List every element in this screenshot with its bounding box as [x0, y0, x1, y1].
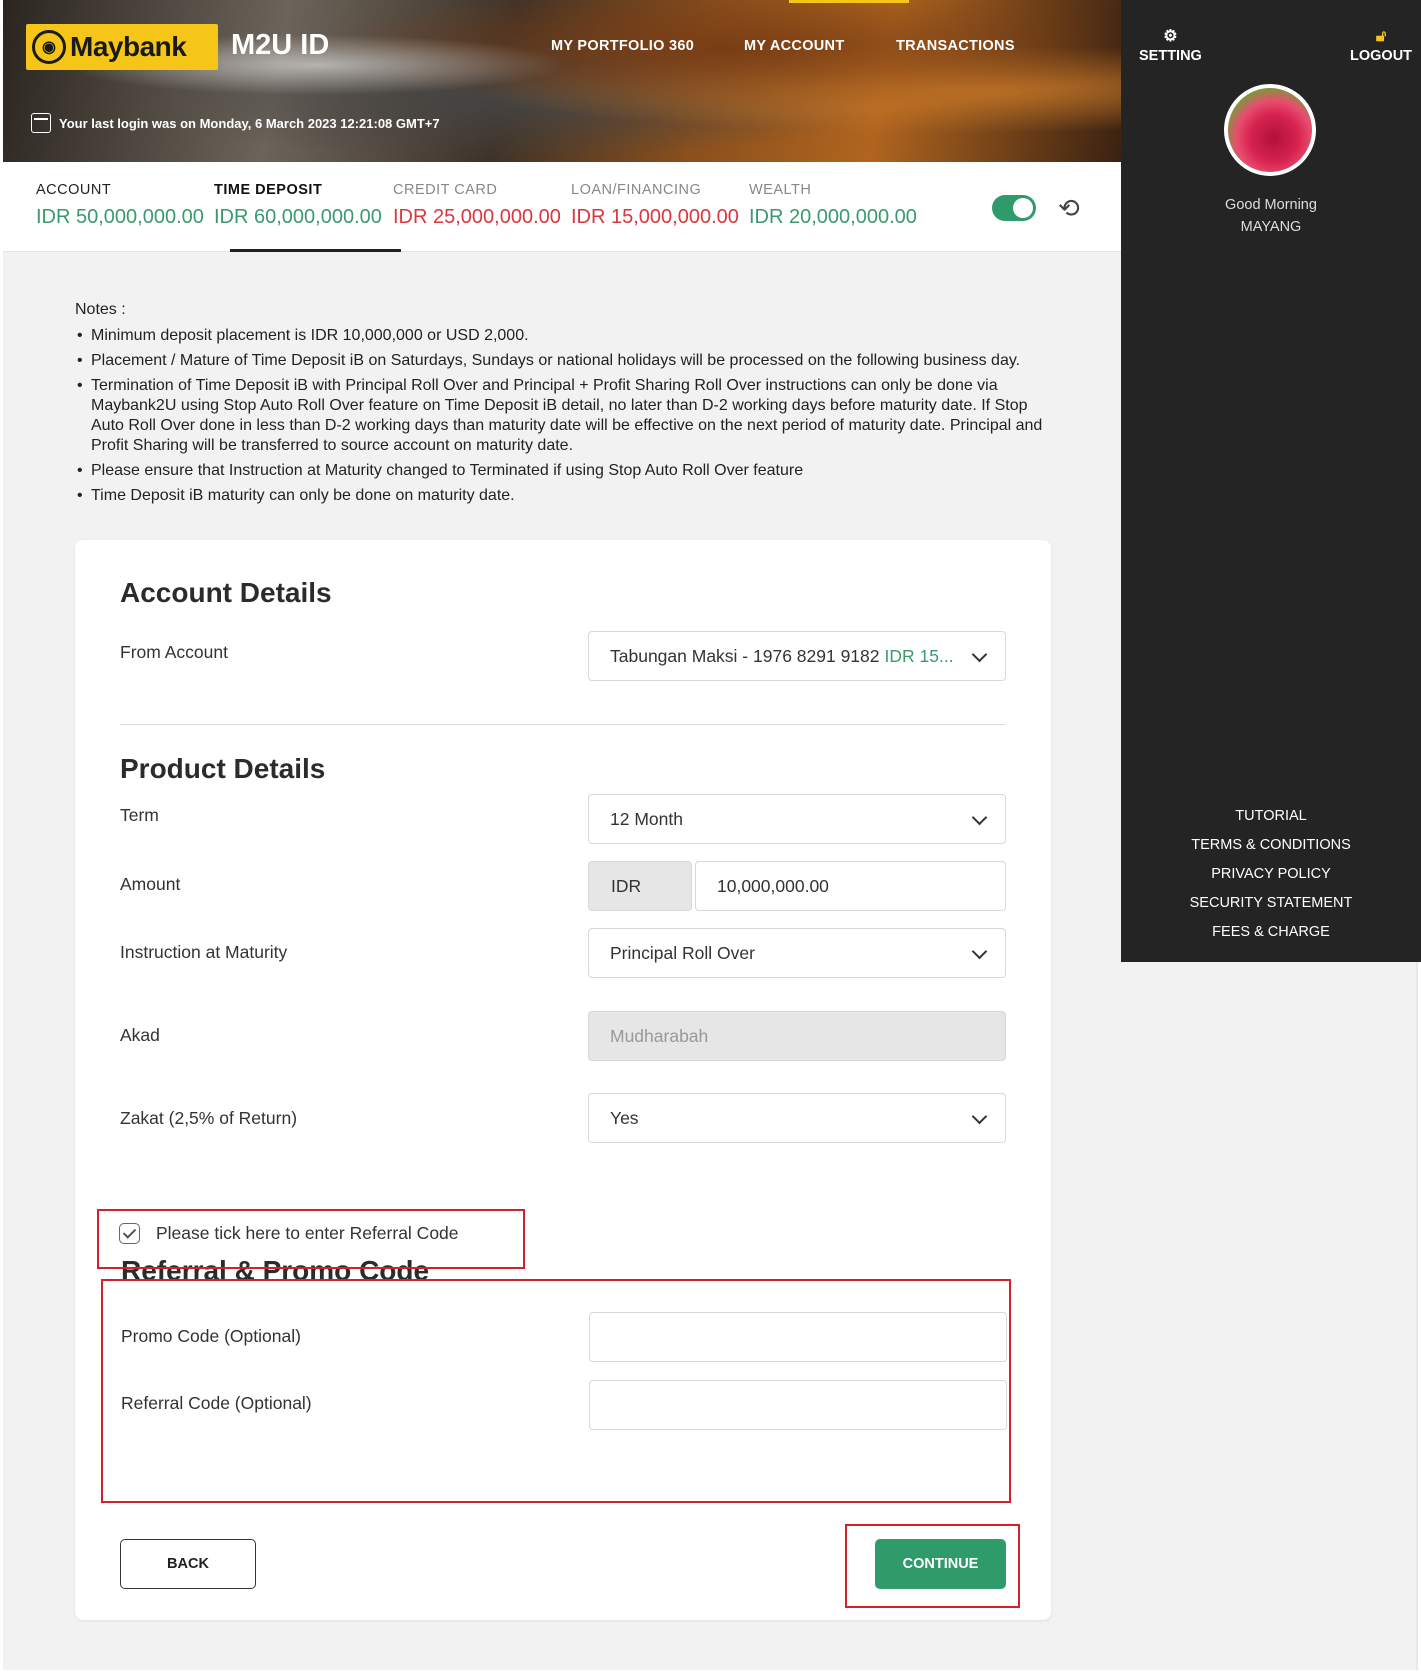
referral-promo-title: Referral & Promo Code [121, 1255, 430, 1286]
tab-label: CREDIT CARD [393, 182, 498, 198]
tab-amount: IDR 20,000,000.00 [749, 206, 917, 228]
notes-title: Notes : [75, 301, 126, 318]
chevron-down-icon [972, 810, 988, 826]
zakat-select[interactable] [588, 1093, 1006, 1143]
from-account-select[interactable] [588, 631, 1006, 681]
tab-label: ACCOUNT [36, 182, 112, 198]
footer-links [1121, 802, 1421, 947]
tiger-logo-icon: ◉ [32, 30, 66, 64]
back-button[interactable]: BACK [120, 1539, 256, 1589]
tab-wealth[interactable] [749, 182, 917, 229]
tab-label: TIME DEPOSIT [214, 182, 323, 198]
tutorial-link[interactable]: TUTORIAL [1235, 808, 1307, 824]
terms-conditions-link[interactable]: TERMS & CONDITIONS [1191, 837, 1351, 853]
tab-loan-financing[interactable] [571, 182, 739, 229]
user-name: MAYANG [1240, 219, 1302, 235]
akad-value: Mudharabah [610, 1025, 709, 1046]
active-nav-indicator [789, 0, 909, 3]
referral-checkbox-label: Please tick here to enter Referral Code [156, 1223, 459, 1243]
logout-button[interactable] [1350, 28, 1412, 64]
chevron-down-icon [972, 944, 988, 960]
checkbox-highlight-box [97, 1209, 525, 1269]
privacy-policy-link[interactable]: PRIVACY POLICY [1211, 866, 1331, 882]
calendar-icon [31, 113, 51, 133]
tab-amount: IDR 50,000,000.00 [36, 206, 204, 228]
refresh-icon[interactable]: ⟲ [1058, 193, 1080, 223]
tab-label: LOAN/FINANCING [571, 182, 702, 198]
continue-button[interactable]: CONTINUE [875, 1539, 1006, 1589]
from-account-value: Tabungan Maksi - 1976 8291 9182 [610, 645, 880, 666]
term-select[interactable] [588, 794, 1006, 844]
tab-credit-card[interactable] [393, 182, 561, 229]
note-item: • Please ensure that Instruction at Maturity changed to Terminated if using Stop Auto Roll Over feature [75, 461, 1055, 481]
zakat-label: Zakat (2,5% of Return) [120, 1108, 298, 1128]
akad-label: Akad [120, 1025, 160, 1045]
amount-currency: IDR [588, 861, 692, 911]
last-login-info [31, 113, 440, 133]
referral-section-highlight-box [101, 1279, 1011, 1503]
section-divider [120, 724, 1006, 725]
instruction-label: Instruction at Maturity [120, 942, 288, 962]
note-item: • Time Deposit iB maturity can only be done on maturity date. [75, 486, 1055, 506]
header-banner [3, 0, 1121, 162]
account-details-title: Account Details [120, 577, 332, 608]
notes-list [75, 326, 1055, 506]
maybank-logo[interactable] [26, 24, 218, 70]
tab-amount: IDR 25,000,000.00 [393, 206, 561, 228]
tab-label: WEALTH [749, 182, 812, 198]
note-item: • Placement / Mature of Time Deposit iB on Saturdays, Sundays or national holidays will be processed on the following business day. [75, 351, 1055, 371]
user-side-panel [1121, 0, 1421, 962]
term-value: 12 Month [610, 808, 683, 829]
akad-field [588, 1011, 1006, 1061]
nav-transactions[interactable]: TRANSACTIONS [896, 38, 1015, 54]
note-item: • Termination of Time Deposit iB with Principal Roll Over and Principal + Profit Sharing Roll Over instructions can only be done via Maybank2U using Stop Auto Roll Over feature on Time Deposit iB detail, no later than D-2 working days before maturity date. If Stop Auto Roll Over done in less than D-2 working days than maturity date will be effective on the next period of maturity date. Principal and Profit Sharing will be transferred to source account on maturity date. [75, 376, 1055, 456]
instruction-value: Principal Roll Over [610, 942, 755, 963]
promo-code-label: Promo Code (Optional) [121, 1326, 301, 1346]
app-title: M2U ID [231, 29, 330, 61]
term-label: Term [120, 805, 159, 825]
amount-input[interactable] [695, 861, 1006, 911]
lock-icon: 🔓︎ [1375, 28, 1387, 45]
tab-amount: IDR 15,000,000.00 [571, 206, 739, 228]
amount-label: Amount [120, 874, 181, 894]
tab-time-deposit[interactable] [214, 182, 382, 229]
from-account-balance: IDR 15... [884, 645, 954, 666]
nav-my-portfolio[interactable]: MY PORTFOLIO 360 [551, 38, 695, 54]
fees-charge-link[interactable]: FEES & CHARGE [1212, 924, 1330, 940]
nav-my-account[interactable]: MY ACCOUNT [744, 38, 845, 54]
amount-value: 10,000,000.00 [717, 875, 829, 896]
avatar[interactable] [1224, 84, 1316, 176]
balance-visibility-toggle[interactable] [992, 195, 1036, 221]
greeting: Good Morning [1225, 197, 1317, 213]
note-item: • Minimum deposit placement is IDR 10,000,000 or USD 2,000. [75, 326, 1055, 346]
brand-name: Maybank [70, 31, 187, 62]
zakat-value: Yes [610, 1107, 639, 1128]
tab-amount: IDR 60,000,000.00 [214, 206, 382, 228]
notes-section [75, 300, 1055, 511]
chevron-down-icon [972, 647, 988, 663]
tab-account[interactable] [36, 182, 204, 229]
continue-highlight-box [845, 1524, 1020, 1608]
setting-label: SETTING [1139, 48, 1202, 64]
from-account-label: From Account [120, 642, 228, 662]
account-summary-tabs [3, 162, 1121, 252]
gear-icon: ⚙ [1163, 28, 1178, 45]
chevron-down-icon [972, 1109, 988, 1125]
side-background [1121, 962, 1418, 1670]
setting-button[interactable] [1139, 28, 1202, 64]
product-details-title: Product Details [120, 753, 326, 784]
last-login-text: Your last login was on Monday, 6 March 2023 12:21:08 GMT+7 [59, 115, 440, 131]
referral-code-label: Referral Code (Optional) [121, 1393, 312, 1413]
instruction-select[interactable] [588, 928, 1006, 978]
security-statement-link[interactable]: SECURITY STATEMENT [1189, 895, 1353, 911]
logout-label: LOGOUT [1350, 48, 1413, 64]
